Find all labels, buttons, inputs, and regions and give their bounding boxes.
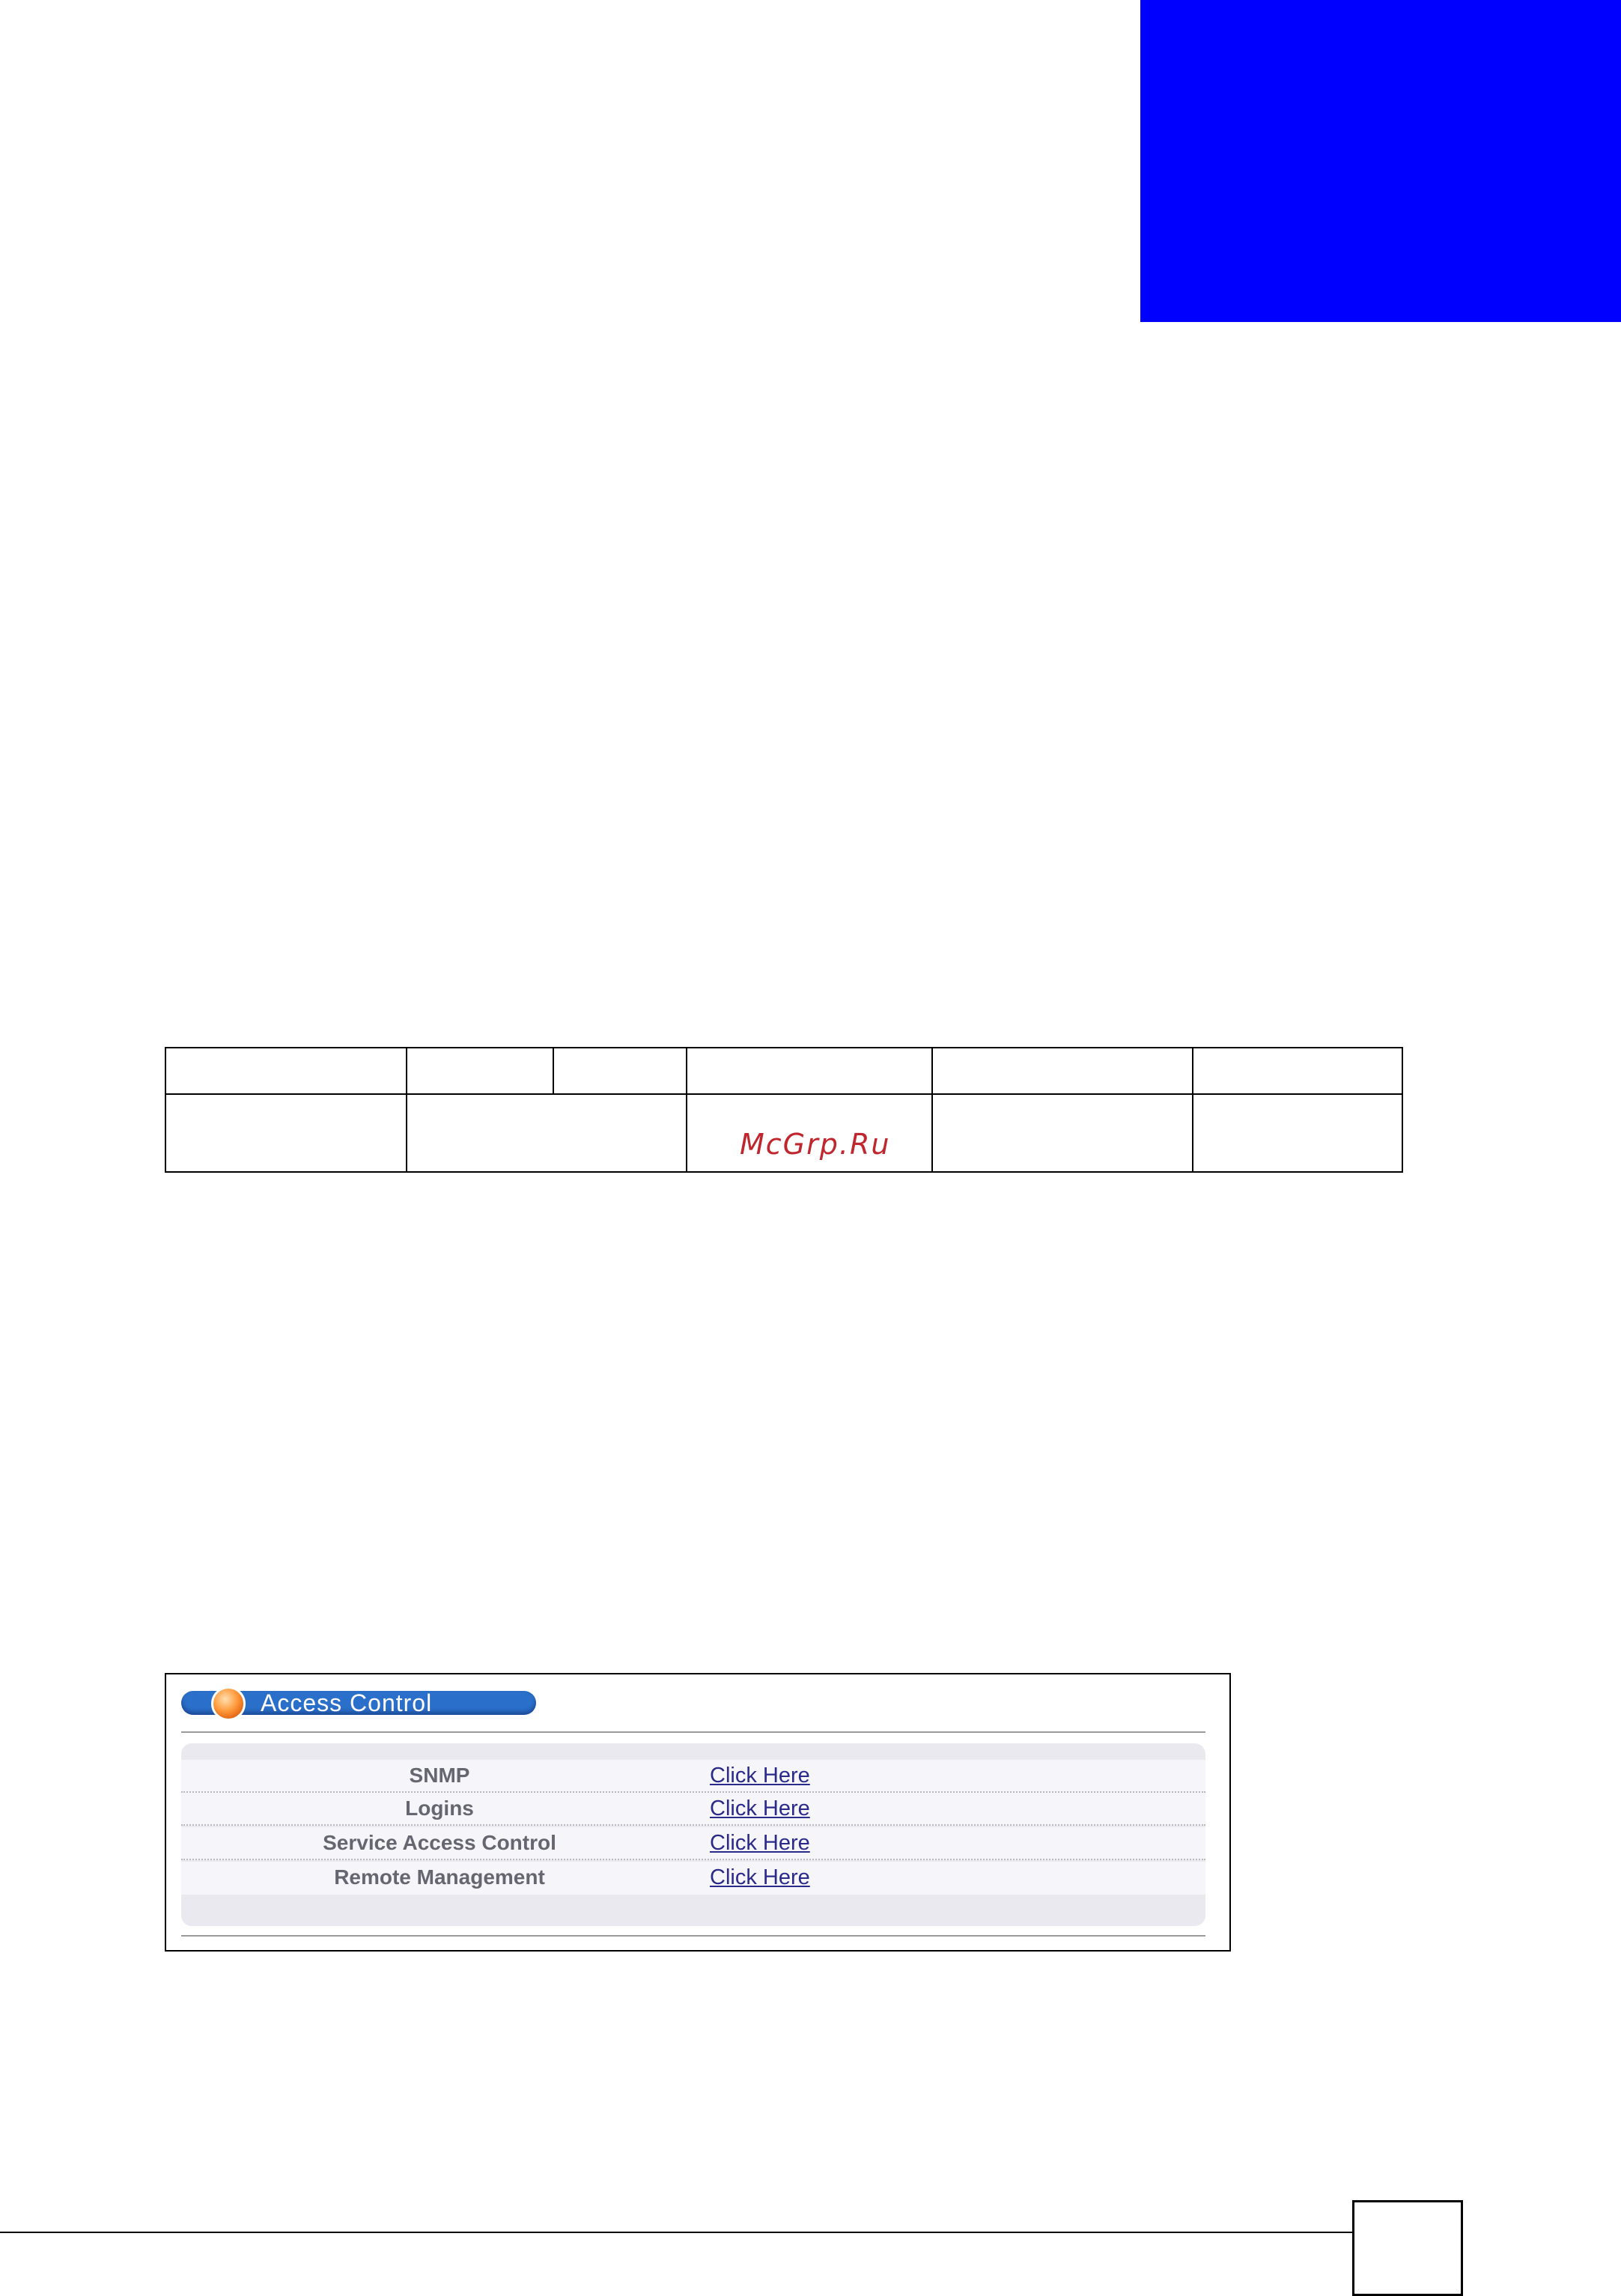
- list-item-remote-management: [181, 1862, 1205, 1895]
- table-cell: [407, 1094, 687, 1172]
- access-control-list: [181, 1743, 1205, 1926]
- list-item-service-access-control: [181, 1827, 1205, 1860]
- footer-rule: [0, 2232, 1352, 2233]
- snmp-link[interactable]: Click Here: [710, 1764, 810, 1788]
- service-access-control-link[interactable]: Click Here: [710, 1831, 810, 1855]
- row-label: Service Access Control: [323, 1831, 556, 1854]
- list-item-logins: [181, 1793, 1205, 1826]
- table-cell: [932, 1094, 1193, 1172]
- table-row: [165, 1048, 1402, 1094]
- logins-link[interactable]: Click Here: [710, 1797, 810, 1820]
- orb-icon: [211, 1686, 246, 1721]
- table-cell: [687, 1048, 932, 1094]
- table-cell: [165, 1094, 407, 1172]
- page-number-box: [1352, 2200, 1463, 2296]
- divider: [181, 1935, 1205, 1937]
- table-cell: [932, 1048, 1193, 1094]
- row-label: Remote Management: [334, 1865, 545, 1889]
- row-label: SNMP: [409, 1764, 470, 1787]
- watermark-text: McGrp.Ru: [740, 1128, 891, 1161]
- list-item-snmp: [181, 1760, 1205, 1793]
- table-cell: [407, 1048, 553, 1094]
- chapter-color-block: [1140, 0, 1621, 322]
- table-cell: [165, 1048, 407, 1094]
- table-cell: [1193, 1048, 1402, 1094]
- row-label: Logins: [405, 1797, 474, 1820]
- table-cell: [1193, 1094, 1402, 1172]
- access-control-screen: [165, 1673, 1231, 1952]
- divider: [181, 1731, 1205, 1733]
- panel-title: Access Control: [261, 1689, 433, 1716]
- remote-management-link[interactable]: Click Here: [710, 1865, 810, 1889]
- table-cell: [553, 1048, 687, 1094]
